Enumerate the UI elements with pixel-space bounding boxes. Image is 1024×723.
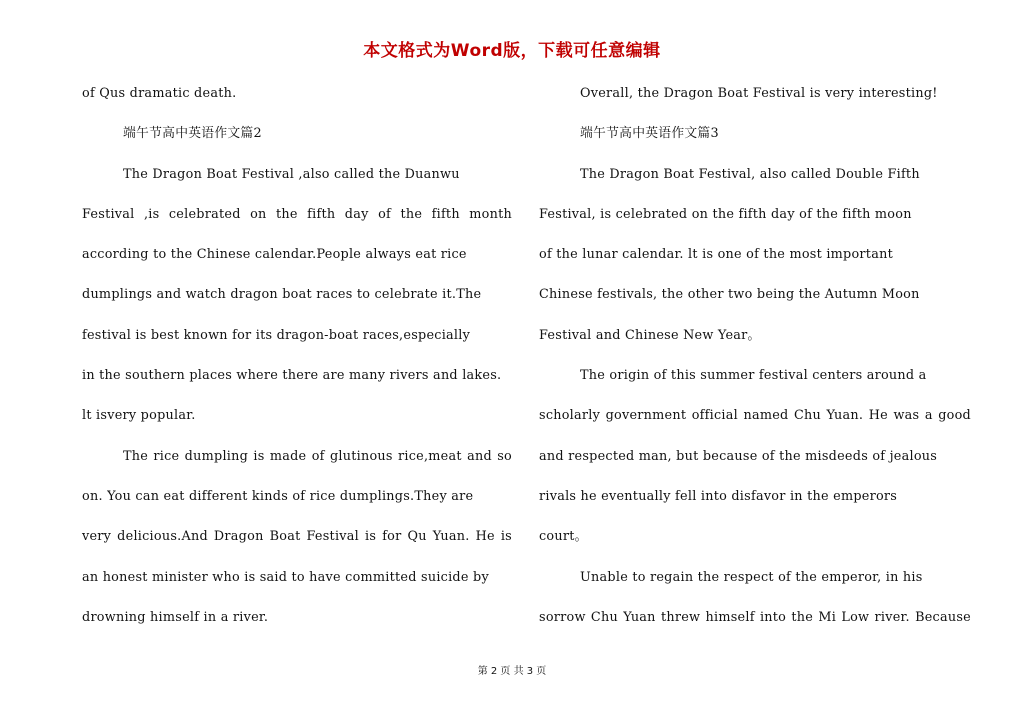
text-line: lt isvery popular.: [82, 408, 196, 424]
right-column: [539, 80, 971, 644]
text-line: Overall, the Dragon Boat Festival is very interesting!: [580, 86, 938, 101]
text-line: Festival ,is celebrated on the fifth day of the fifth month: [82, 206, 512, 222]
text-line: The origin of this summer festival centers around a: [580, 368, 927, 384]
text-line: The Dragon Boat Festival ,also called the Duanwu: [123, 166, 460, 182]
text-line: festival is best known for its dragon-boat races,especially: [82, 327, 471, 343]
text-line: The rice dumpling is made of glutinous rice,meat and so: [123, 448, 512, 464]
text-line: on. You can eat different kinds of rice dumplings.They are: [82, 488, 474, 504]
text-line: an honest minister who is said to have committed suicide by: [82, 569, 489, 585]
text-line: of the lunar calendar. lt is one of the most important: [539, 247, 893, 263]
document-header: 本文格式为Word版，下载可任意编辑: [363, 41, 661, 61]
section-heading: 端午节高中英语作文篇3: [580, 126, 719, 142]
text-line: sorrow Chu Yuan threw himself into the Mi Low river. Because: [539, 609, 971, 625]
text-line: Unable to regain the respect of the emperor, in his: [580, 569, 923, 585]
text-line: in the southern places where there are many rivers and lakes.: [82, 368, 502, 384]
text-line: rivals he eventually fell into disfavor in the emperors: [539, 488, 898, 504]
text-line: court。: [539, 529, 588, 545]
page-number-footer: 第 2 页 共 3 页: [477, 666, 547, 677]
text-line: The Dragon Boat Festival, also called Double Fifth: [580, 166, 920, 182]
left-column: [82, 80, 512, 644]
text-line: drowning himself in a river.: [82, 609, 269, 625]
text-line: dumplings and watch dragon boat races to celebrate it.The: [82, 287, 482, 303]
text-line: scholarly government official named Chu Yuan. He was a good: [539, 408, 971, 424]
section-heading: 端午节高中英语作文篇2: [123, 126, 262, 142]
text-line: Festival, is celebrated on the fifth day of the fifth moon: [539, 206, 912, 222]
text-line: of Qus dramatic death.: [82, 86, 237, 101]
text-line: Festival and Chinese New Year。: [539, 327, 761, 343]
text-line: according to the Chinese calendar.People always eat rice: [82, 247, 467, 263]
text-line: very delicious.And Dragon Boat Festival is for Qu Yuan. He is: [82, 529, 512, 545]
text-line: and respected man, but because of the misdeeds of jealous: [539, 448, 938, 464]
text-line: Chinese festivals, the other two being the Autumn Moon: [539, 287, 920, 303]
